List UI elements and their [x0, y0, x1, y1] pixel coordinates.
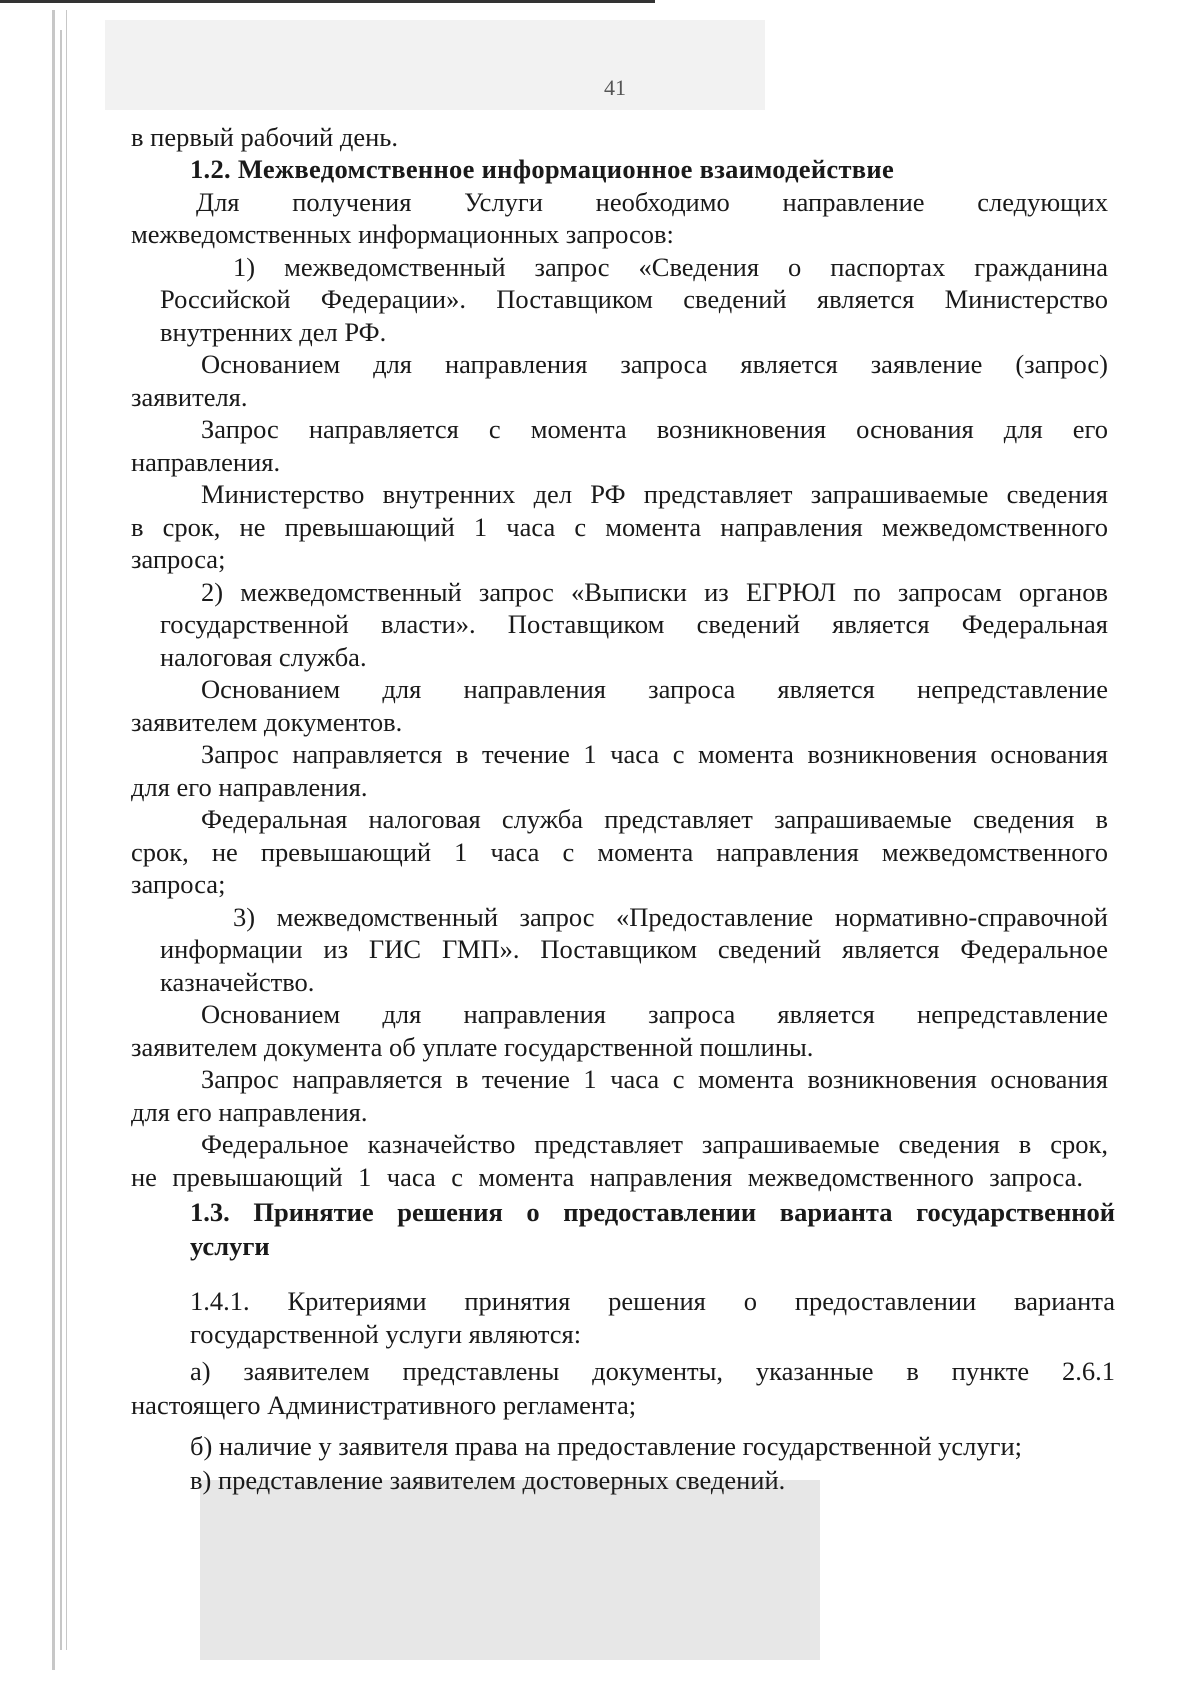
text-line-37: государственной услуги являются: [190, 1319, 582, 1349]
text-line-26: информации из ГИС ГМП». Поставщиком сведений является Федеральное [160, 934, 1108, 964]
text-line-24: запроса; [131, 869, 226, 899]
text-line-17: налоговая служба. [160, 642, 367, 672]
text-line-36: 1.4.1. Критериями принятия решения о предоставлении варианта [190, 1286, 1115, 1316]
text-line-29: заявителем документа об уплате государственной пошлины. [131, 1032, 814, 1062]
page-number: 41 [604, 75, 626, 100]
section-heading-1-2: 1.2. Межведомственное информационное взаимодействие [190, 154, 895, 184]
text-line-23: срок, не превышающий 1 часа с момента направления межведомственного [131, 837, 1108, 867]
text-line-38: а) заявителем представлены документы, указанные в пункте 2.6.1 [190, 1356, 1115, 1386]
text-line-14: запроса; [131, 544, 226, 574]
text-line-18: Основанием для направления запроса является непредставление [201, 674, 1108, 704]
text-line-15: 2) межведомственный запрос «Выписки из ЕГРЮЛ по запросам органов [201, 577, 1108, 607]
text-line-33: не превышающий 1 часа с момента направления межведомственного запроса. [131, 1162, 1083, 1192]
section-heading-1-3-cont: услуги [190, 1231, 270, 1261]
text-line-25: 3) межведомственный запрос «Предоставление нормативно-справочной [233, 902, 1108, 932]
text-line-12: Министерство внутренних дел РФ представляет запрашиваемые сведения [201, 479, 1108, 509]
text-line-11: направления. [131, 447, 281, 477]
text-line-3: Для получения Услуги необходимо направление следующих [196, 187, 1108, 217]
text-line-40: б) наличие у заявителя права на предоставление государственной услуги; [190, 1431, 1023, 1461]
text-line-13: в срок, не превышающий 1 часа с момента направления межведомственного [131, 512, 1108, 542]
section-heading-1-3: 1.3. Принятие решения о предоставлении варианта государственной [190, 1197, 1115, 1227]
text-line-1: в первый рабочий день. [131, 122, 398, 152]
text-line-7: внутренних дел РФ. [160, 317, 387, 347]
text-line-20: Запрос направляется в течение 1 часа с момента возникновения основания [201, 739, 1108, 769]
text-line-4: межведомственных информационных запросов: [131, 219, 674, 249]
text-line-9: заявителя. [131, 382, 248, 412]
text-line-16: государственной власти». Поставщиком сведений является Федеральная [160, 609, 1108, 639]
text-line-27: казначейство. [160, 967, 315, 997]
text-line-32: Федеральное казначейство представляет запрашиваемые сведения в срок, [201, 1129, 1108, 1159]
text-line-41: в) представление заявителем достоверных сведений. [190, 1465, 786, 1495]
text-line-39: настоящего Административного регламента; [131, 1390, 637, 1420]
text-line-30: Запрос направляется в течение 1 часа с момента возникновения основания [201, 1064, 1108, 1094]
text-line-28: Основанием для направления запроса является непредставление [201, 999, 1108, 1029]
text-line-21: для его направления. [131, 772, 368, 802]
text-line-31: для его направления. [131, 1097, 368, 1127]
text-line-8: Основанием для направления запроса является заявление (запрос) [201, 349, 1108, 379]
text-line-19: заявителем документов. [131, 707, 403, 737]
text-line-22: Федеральная налоговая служба представляет запрашиваемые сведения в [201, 804, 1108, 834]
text-line-5: 1) межведомственный запрос «Сведения о паспортах гражданина [233, 252, 1108, 282]
text-line-10: Запрос направляется с момента возникновения основания для его [201, 414, 1108, 444]
text-line-6: Российской Федерации». Поставщиком сведений является Министерство [160, 284, 1108, 314]
